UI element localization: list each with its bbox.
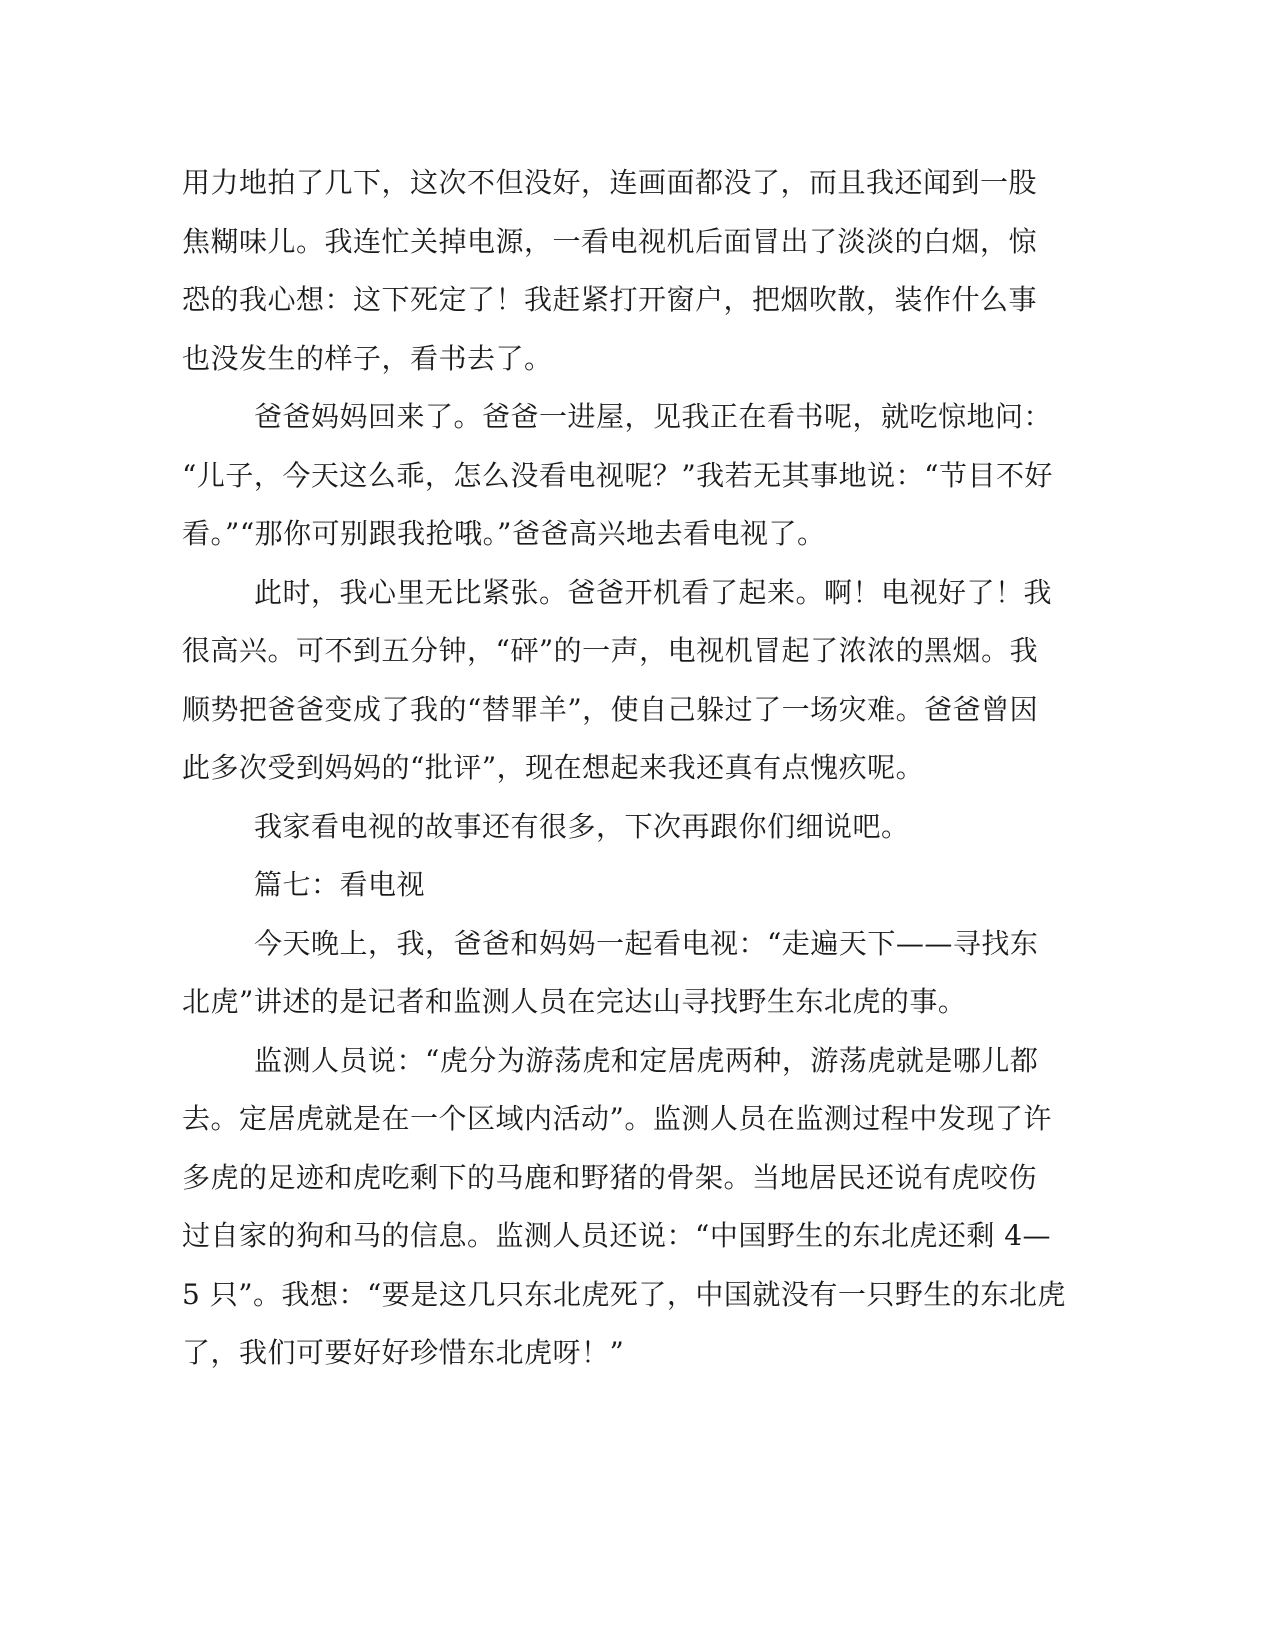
text-line: 看。”“那你可别跟我抢哦。”爸爸高兴地去看电视了。 xyxy=(182,517,826,550)
paragraph-start-line: 监测人员说：“虎分为游荡虎和定居虎两种，游荡虎就是哪儿都 xyxy=(254,1043,1039,1077)
text-line: 去。定居虎就是在一个区域内活动”。监测人员在监测过程中发现了许 xyxy=(182,1102,1052,1135)
paragraph-start-line: 爸爸妈妈回来了。爸爸一进屋，见我正在看书呢，就吃惊地问： xyxy=(254,400,1053,433)
paragraph-start-line: 我家看电视的故事还有很多，下次再跟你们细说吧。 xyxy=(254,809,910,843)
section-heading: 篇七：看电视 xyxy=(254,868,426,901)
text-line: 恐的我心想：这下死定了！我赶紧打开窗户，把烟吹散，装作什么事 xyxy=(182,283,1038,316)
text-line: 此多次受到妈妈的“批评”，现在想起来我还真有点愧疚呢。 xyxy=(182,751,925,784)
text-line: 5 只”。我想：“要是这几只东北虎死了，中国就没有一只野生的东北虎 xyxy=(182,1277,1066,1311)
paragraph-start-line: 此时，我心里无比紧张。爸爸开机看了起来。啊！电视好了！我 xyxy=(254,575,1053,609)
text-line: 也没发生的样子，看书去了。 xyxy=(182,341,553,375)
text-line: 很高兴。可不到五分钟，“砰”的一声，电视机冒起了浓浓的黑烟。我 xyxy=(182,634,1039,667)
text-line: “儿子，今天这么乖，怎么没看电视呢？”我若无其事地说：“节目不好 xyxy=(182,458,1053,492)
text-line: 用力地拍了几下，这次不但没好，连画面都没了，而且我还闻到一股 xyxy=(182,166,1038,199)
text-line: 多虎的足迹和虎吃剩下的马鹿和野猪的骨架。当地居民还说有虎咬伤 xyxy=(182,1160,1038,1194)
text-line: 北虎”讲述的是记者和监测人员在完达山寻找野生东北虎的事。 xyxy=(182,985,967,1018)
paragraph-start-line: 今天晚上，我，爸爸和妈妈一起看电视：“走遍天下——寻找东 xyxy=(254,926,1039,960)
text-line: 顺势把爸爸变成了我的“替罪羊”，使自己躲过了一场灾难。爸爸曾因 xyxy=(182,692,1039,726)
text-line: 了，我们可要好好珍惜东北虎呀！” xyxy=(182,1336,625,1369)
text-line: 焦糊味儿。我连忙关掉电源，一看电视机后面冒出了淡淡的白烟，惊 xyxy=(182,224,1038,258)
body-text xyxy=(182,154,1066,1383)
text-line: 过自家的狗和马的信息。监测人员还说：“中国野生的东北虎还剩 4— xyxy=(182,1219,1052,1252)
